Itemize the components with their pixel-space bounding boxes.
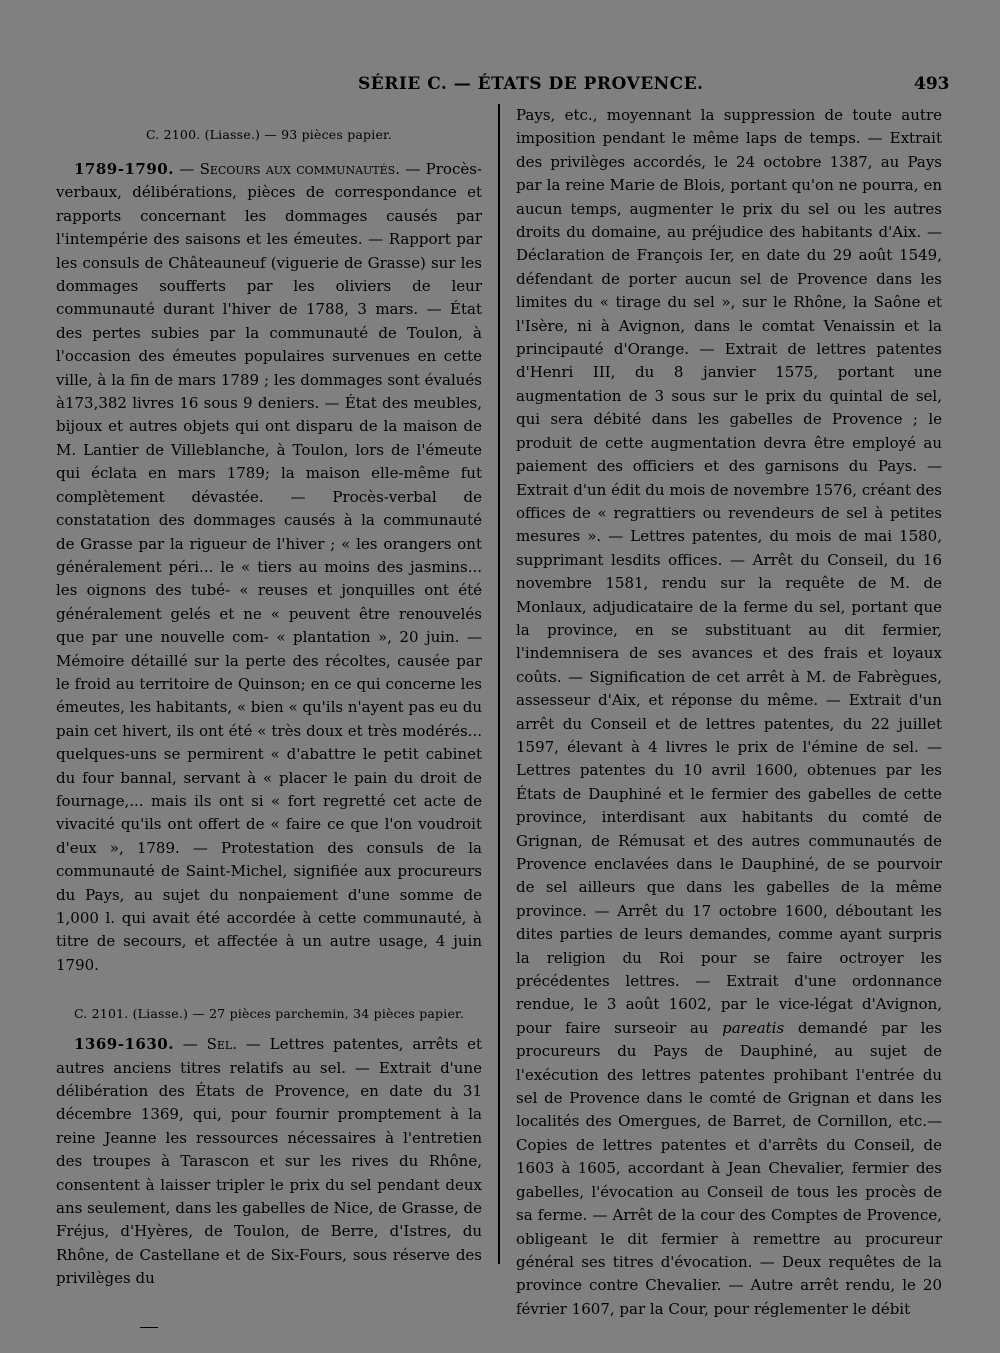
entry-2100-body: — Procès-verbaux, délibérations, pièces de correspondance et rapports concernant les dommages causés par l'intempérie des saisons et les émeutes. — Rapport par les consuls de Châteauneuf (viguerie de Grasse) sur les dommages soufferts par les oliviers de leur communauté durant l'hiver de 1788, 3 mars. — État des pertes subies par la communauté de Toulon, à l'occasion des émeutes populaires survenues en cette ville, à la fin de mars 1789 ; les dommages sont évalués à173,382 livres 16 sous 9 deniers. — État des meubles, bijoux et autres objets qui ont disparu de la maison de M. Lantier de Villeblanche, à Toulon, lors de l'émeute qui éclata en mars 1789; la maison elle-même fut complètement dévastée. — Procès-verbal de constatation des dommages causés à la communauté de Grasse par la rigueur de l'hiver ; « les orangers ont généralement péri... le « tiers au moins des jasmins... les oignons des tubé- « reuses et jonquilles ont été généralement gelés et ne « peuvent être renouvelés que par une nouvelle com- « plantation », 20 juin. — Mémoire détaillé sur la perte des récoltes, causée par le froid au territoire de Quinson; en ce qui concerne les émeutes, les habitants, « bien « qu'ils n'ayent pas eu du pain cet hivert, ils ont été « très doux et très modérés... quelques-uns se permirent « d'abattre le petit cabinet du four bannal, servant à « placer le pain du droit de fournage,... mais ils ont si « fort regretté cet acte de vivacité qu'ils ont offert de « faire ce que l'on voudroit d'eux », 1789. — Protestation des consuls de la communauté de Saint-Michel, signifiée aux procureurs du Pays, au sujet du nonpaiement d'une somme de 1,000 l. qui avait été accordée à cette communauté, à titre de secours, et affectée à un autre usage, 4 juin 1790. <box>56 160 482 974</box>
continuation-text-after: demandé par les procureurs du Pays de Dauphiné, au sujet de l'exécution des lettres patentes prohibant l'entrée du sel de Provence dans le comté de Grignan et dans les localités des Omergues, de Barret, de Cornillon, etc.— Copies de lettres patentes et d'arrêts du Conseil, de 1603 à 1605, accordant à Jean Chevalier, fermier des gabelles, l'évocation au Conseil de tous les procès de sa ferme. — Arrêt de la cour des Comptes de Provence, obligeant le dit fermier à remettre au procureur général ses titres d'évocation. — Deux requêtes de la province contre Chevalier. — Autre arrêt rendu, le 20 février 1607, par la Cour, pour réglementer le débit <box>516 1018 942 1318</box>
left-column <box>56 104 482 1291</box>
page-number: 493 <box>914 74 950 94</box>
entry-2100 <box>56 158 482 977</box>
page-title: SÉRIE C. — ÉTATS DE PROVENCE. <box>358 74 704 94</box>
entry-2100-text: 1789-1790. — Secours aux communautés. — Procès-verbaux, délibérations, pièces de correspondance et rapports concernant les dommages causés par l'intempérie des saisons et les émeutes. — Rapport par les consuls de Châteauneuf (viguerie de Grasse) sur les dommages soufferts par les oliviers de leur communauté durant l'hiver de 1788, 3 mars. — État des pertes subies par la communauté de Toulon, à l'occasion des émeutes populaires survenues en cette ville, à la fin de mars 1789 ; les dommages sont évalués à173,382 livres 16 sous 9 deniers. — État des meubles, bijoux et autres objets qui ont disparu de la maison de M. Lantier de Villeblanche, à Toulon, lors de l'émeute qui éclata en mars 1789; la maison elle-même fut complètement dévastée. — Procès-verbal de constatation des dommages causés à la communauté de Grasse par la rigueur de l'hiver ; « les orangers ont généralement péri... le « tiers au moins des jasmins... les oignons des tubé- « reuses et jonquilles ont été généralement gelés et ne « peuvent être renouvelés que par une nouvelle com- « plantation », 20 juin. — Mémoire détaillé sur la perte des récoltes, causée par le froid au territoire de Quinson; en ce qui concerne les émeutes, les habitants, « bien « qu'ils n'ayent pas eu du pain cet hivert, ils ont été « très doux et très modérés... quelques-uns se permirent « d'abattre le petit cabinet du four bannal, servant à « placer le pain du droit de fournage,... mais ils ont si « fort regretté cet acte de vivacité qu'ils ont offert de « faire ce que l'on voudroit d'eux », 1789. — Protestation des consuls de la communauté de Saint-Michel, signifiée aux procureurs du Pays, au sujet du nonpaiement d'une somme de 1,000 l. qui avait été accordée à cette communauté, à titre de secours, et affectée à un autre usage, 4 juin 1790. <box>56 160 482 974</box>
page-header <box>0 74 1000 98</box>
entry-2101-text: 1369-1630. — Sel. — Lettres patentes, arrêts et autres anciens titres relatifs au sel. — Extrait d'une délibération des États de Provence, en date du 31 décembre 1369, qui, pour fournir promptement à la reine Jeanne les ressources nécessaires à l'entretien des troupes à Tarascon et sur les rives du Rhône, consentent à laisser tripler le prix du sel pendant deux ans seulement, dans les gabelles de Nice, de Grasse, de Fréjus, d'Hyères, de Toulon, de Berre, d'Istres, du Rhône, de Castellane et de Six-Fours, sous réserve des privilèges du <box>56 1035 482 1288</box>
entry-2100-date: 1789-1790. <box>74 160 174 178</box>
continuation-italic: pareatis <box>722 1018 785 1037</box>
entry-2101-subject: Sel. <box>206 1035 237 1054</box>
entry-2100-subject: Secours aux communautés. <box>199 160 400 178</box>
entry-2101-date: 1369-1630. <box>74 1035 174 1054</box>
entry-2101-body: — Lettres patentes, arrêts et autres anciens titres relatifs au sel. — Extrait d'une délibération des États de Provence, en date du 31 décembre 1369, qui, pour fournir promptement à la reine Jeanne les ressources nécessaires à l'entretien des troupes à Tarascon et sur les rives du Rhône, consentent à laisser tripler le prix du sel pendant deux ans seulement, dans les gabelles de Nice, de Grasse, de Fréjus, d'Hyères, de Toulon, de Berre, d'Istres, du Rhône, de Castellane et de Six-Fours, sous réserve des privilèges du <box>56 1035 482 1288</box>
column-divider <box>498 104 500 1264</box>
liasse-heading-2100: C. 2100. (Liasse.) — 93 pièces papier. <box>145 127 393 142</box>
liasse-heading-2101: C. 2101. (Liasse.) — 27 pièces parchemin, 34 pièces papier. <box>73 1006 465 1022</box>
entry-2101-continuation <box>516 104 942 1321</box>
entry-2101 <box>56 1033 482 1290</box>
page-mark <box>140 1327 158 1328</box>
continuation-text-before: Pays, etc., moyennant la suppression de toute autre imposition pendant le même laps de temps. — Extrait des privilèges accordés, le 24 octobre 1387, au Pays par la reine Marie de Blois, portant qu'on ne pourra, en aucun temps, augmenter le prix du sel ou les autres droits du domaine, au préjudice des habitants d'Aix. — Déclaration de François Ier, en date du 29 août 1549, défendant de porter aucun sel de Provence dans les limites du « tirage du sel », sur le Rhône, la Saône et l'Isère, ni à Avignon, dans le comtat Venaissin et la principauté d'Orange. — Extrait de lettres patentes d'Henri III, du 8 janvier 1575, portant une augmentation de 3 sous sur le prix du quintal de sel, qui sera débité dans les gabelles de Provence ; le produit de cette augmentation devra être employé au paiement des officiers et des garnisons du Pays. — Extrait d'un édit du mois de novembre 1576, créant des offices de « regrattiers ou revendeurs de sel à petites mesures ». — Lettres patentes, du mois de mai 1580, supprimant lesdits offices. — Arrêt du Conseil, du 16 novembre 1581, rendu sur la requête de M. de Monlaux, adjudicataire de la ferme du sel, portant que la province, en se substituant au dit fermier, l'indemnisera de ses avances et des frais et loyaux coûts. — Signification de cet arrêt à M. de Fabrègues, assesseur d'Aix, et réponse du même. — Extrait d'un arrêt du Conseil et de lettres patentes, du 22 juillet 1597, élevant à 4 livres le prix de l'émine de sel. — Lettres patentes du 10 avril 1600, obtenues par les États de Dauphiné et le fermier des gabelles de cette province, interdisant aux habitants du comté de Grignan, de Rémusat et des autres communautés de Provence enclavées dans le Dauphiné, de se pourvoir de sel ailleurs que dans les gabelles de la même province. — Arrêt du 17 octobre 1600, déboutant les dites parties de leurs demandes, comme ayant surpris la religion du Roi pour se faire octroyer les précédentes lettres. — Extrait d'une ordonnance rendue, le 3 août 1602, par le vice-légat d'Avignon, pour faire surseoir au <box>516 106 942 1037</box>
right-column <box>516 104 942 1321</box>
